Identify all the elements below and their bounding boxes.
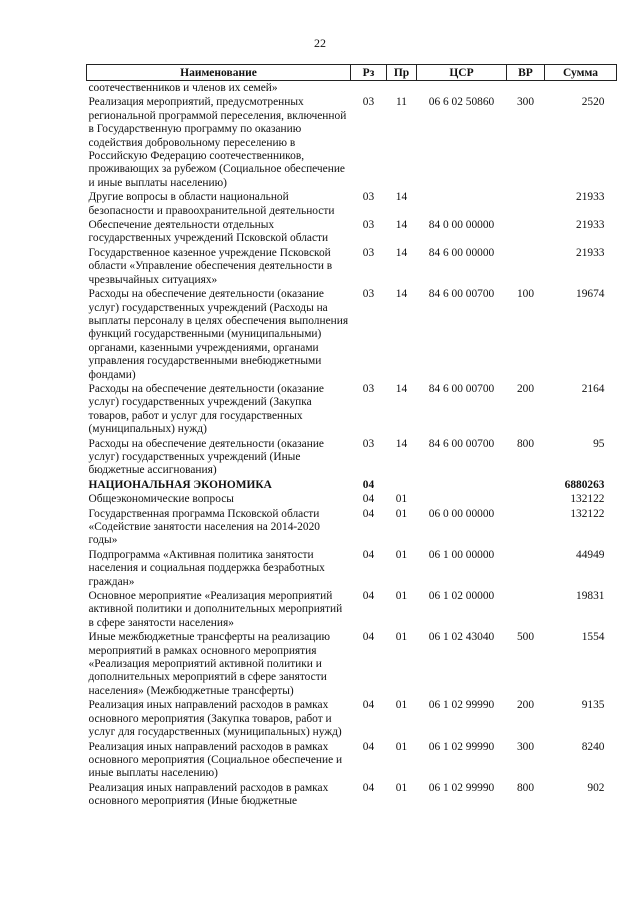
table-row xyxy=(87,81,617,96)
cell-sum: 19674 xyxy=(576,288,605,301)
cell-csr: 06 6 02 50860 xyxy=(428,96,495,109)
table-row xyxy=(87,781,617,809)
cell-rz: 04 xyxy=(362,590,375,603)
table-row xyxy=(87,507,617,548)
table-row xyxy=(87,218,617,246)
cell-rz: 03 xyxy=(362,219,375,232)
cell-csr: 06 1 02 99990 xyxy=(428,781,495,794)
cell-pr: 01 xyxy=(395,493,408,506)
cell-rz: 03 xyxy=(362,191,375,204)
cell-csr xyxy=(417,478,507,492)
header-rz: Рз xyxy=(351,65,387,81)
cell-sum: 21933 xyxy=(576,191,605,204)
cell-rz: 03 xyxy=(362,96,375,109)
cell-pr xyxy=(387,81,417,96)
cell-rz: 04 xyxy=(362,548,375,561)
header-sum: Сумма xyxy=(545,65,617,81)
cell-rz: 04 xyxy=(362,631,375,644)
cell-vr xyxy=(507,81,545,96)
cell-name: Государственная программа Псковской области «Содействие занятости населения на 2014-2020 годы» xyxy=(88,507,320,547)
table-row xyxy=(87,437,617,478)
cell-vr xyxy=(507,246,545,287)
cell-csr: 06 1 02 99990 xyxy=(428,740,495,753)
cell-pr: 01 xyxy=(395,631,408,644)
cell-vr xyxy=(507,190,545,218)
cell-pr: 01 xyxy=(395,590,408,603)
cell-name: Реализация иных направлений расходов в рамках основного мероприятия (Закупка товаров, работ и услуг для государственных (муниципальных) нужд) xyxy=(88,699,342,739)
cell-name: Основное мероприятие «Реализация мероприятий активной политики и дополнительных мероприятий в сфере занятости населения» xyxy=(88,590,343,629)
table-row xyxy=(87,478,617,492)
cell-vr: 300 xyxy=(516,96,535,109)
cell-rz xyxy=(351,81,387,96)
cell-pr: 11 xyxy=(396,96,407,109)
cell-csr: 84 6 00 00000 xyxy=(428,246,495,259)
cell-csr: 06 1 00 00000 xyxy=(428,548,495,561)
header-csr: ЦСР xyxy=(417,65,507,81)
table-row xyxy=(87,95,617,190)
cell-name: Обеспечение деятельности отдельных государственных учреждений Псковской области xyxy=(88,219,329,245)
cell-sum: 2520 xyxy=(581,96,605,109)
cell-name: Реализация иных направлений расходов в рамках основного мероприятия (Иные бюджетные xyxy=(88,781,329,808)
cell-rz: 03 xyxy=(362,382,375,395)
cell-rz: 03 xyxy=(362,437,375,450)
cell-sum: 6880263 xyxy=(564,478,605,491)
cell-csr: 84 6 00 00700 xyxy=(428,288,495,301)
cell-csr: 84 6 00 00700 xyxy=(428,382,495,395)
cell-vr: 300 xyxy=(516,740,535,753)
cell-sum: 21933 xyxy=(576,246,605,259)
table-row xyxy=(87,382,617,437)
cell-sum: 44949 xyxy=(576,548,605,561)
cell-rz: 04 xyxy=(362,781,375,794)
cell-vr xyxy=(507,507,545,548)
table-row xyxy=(87,589,617,630)
cell-csr xyxy=(417,81,507,96)
cell-sum: 9135 xyxy=(581,699,605,712)
cell-rz: 04 xyxy=(362,478,375,491)
header-vr: ВР xyxy=(507,65,545,81)
cell-name: соотечественников и членов их семей» xyxy=(88,82,278,94)
table-row xyxy=(87,630,617,698)
cell-rz: 04 xyxy=(362,699,375,712)
header-pr: Пр xyxy=(387,65,417,81)
budget-table xyxy=(86,64,617,809)
cell-name: Общеэкономические вопросы xyxy=(88,493,234,506)
cell-csr: 06 1 02 99990 xyxy=(428,699,495,712)
cell-csr: 84 0 00 00000 xyxy=(428,219,495,232)
cell-pr: 01 xyxy=(395,781,408,794)
cell-vr xyxy=(507,492,545,506)
cell-vr: 800 xyxy=(516,437,535,450)
cell-name: Реализация мероприятий, предусмотренных региональной программой переселения, включенной в Государственную программу по оказанию содействия добровольному переселению в Российскую Федерацию соотечественников, проживающих за рубежом (Социальное обеспечение и иные выплаты населению) xyxy=(88,96,347,189)
header-name: Наименование xyxy=(87,65,351,81)
cell-sum: 19831 xyxy=(576,590,605,603)
header-row xyxy=(87,65,617,81)
cell-sum: 2164 xyxy=(581,382,605,395)
table-row xyxy=(87,698,617,739)
cell-sum xyxy=(545,81,617,96)
cell-vr: 800 xyxy=(516,781,535,794)
cell-csr: 06 1 02 43040 xyxy=(428,631,495,644)
cell-name: Иные межбюджетные трансферты на реализацию мероприятий в рамках основного мероприятия «Реализация мероприятий активной политики и дополнительных мероприятий в сфере занятости населения» (Межбюджетные трансферты) xyxy=(88,631,330,697)
cell-vr: 200 xyxy=(516,699,535,712)
cell-pr: 14 xyxy=(395,191,408,204)
cell-pr: 01 xyxy=(395,548,408,561)
cell-pr: 01 xyxy=(395,507,408,520)
table-row xyxy=(87,740,617,781)
cell-rz: 04 xyxy=(362,740,375,753)
cell-pr: 14 xyxy=(395,246,408,259)
cell-vr: 100 xyxy=(516,288,535,301)
cell-rz: 04 xyxy=(362,493,375,506)
cell-pr xyxy=(387,478,417,492)
cell-sum: 132122 xyxy=(570,493,605,506)
cell-csr: 84 6 00 00700 xyxy=(428,437,495,450)
cell-vr: 500 xyxy=(516,631,535,644)
cell-vr: 200 xyxy=(516,382,535,395)
table-row xyxy=(87,246,617,287)
cell-name: НАЦИОНАЛЬНАЯ ЭКОНОМИКА xyxy=(88,478,272,491)
cell-vr xyxy=(507,589,545,630)
cell-vr xyxy=(507,478,545,492)
cell-pr: 14 xyxy=(395,219,408,232)
cell-name: Другие вопросы в области национальной безопасности и правоохранительной деятельности xyxy=(88,191,335,217)
cell-csr: 06 0 00 00000 xyxy=(428,507,495,520)
table-row xyxy=(87,548,617,589)
table-row xyxy=(87,190,617,218)
cell-name: Расходы на обеспечение деятельности (оказание услуг) государственных учреждений (Закупка товаров, работ и услуг для государственных (муниципальных) нужд) xyxy=(88,382,324,436)
cell-name: Государственное казенное учреждение Псковской области «Управление обеспечения деятельности в чрезвычайных ситуациях» xyxy=(88,246,333,286)
cell-csr xyxy=(417,190,507,218)
cell-rz: 03 xyxy=(362,246,375,259)
cell-sum: 1554 xyxy=(581,631,605,644)
cell-vr xyxy=(507,218,545,246)
cell-sum: 132122 xyxy=(570,507,605,520)
cell-pr: 14 xyxy=(395,382,408,395)
cell-vr xyxy=(507,548,545,589)
cell-csr: 06 1 02 00000 xyxy=(428,590,495,603)
cell-pr: 14 xyxy=(395,288,408,301)
cell-name: Реализация иных направлений расходов в рамках основного мероприятия (Социальное обеспечение и иные выплаты населению) xyxy=(88,740,343,780)
cell-pr: 14 xyxy=(395,437,408,450)
cell-name: Подпрограмма «Активная политика занятости населения и социальная поддержка безработных граждан» xyxy=(88,548,325,588)
page-number: 22 xyxy=(314,36,326,50)
cell-sum: 8240 xyxy=(581,740,605,753)
cell-sum: 21933 xyxy=(576,219,605,232)
table-row xyxy=(87,287,617,382)
cell-pr: 01 xyxy=(395,699,408,712)
table-row xyxy=(87,492,617,506)
cell-name: Расходы на обеспечение деятельности (оказание услуг) государственных учреждений (Расходы на выплаты персоналу в целях обеспечения выполнения функций государственными (муниципальными) органами, казенными учреждениями, органами управления государственными внебюджетными фондами) xyxy=(88,288,349,381)
cell-sum: 902 xyxy=(587,781,605,794)
cell-name: Расходы на обеспечение деятельности (оказание услуг) государственных учреждений (Иные бюджетные ассигнования) xyxy=(88,437,324,477)
cell-sum: 95 xyxy=(593,437,605,450)
cell-rz: 04 xyxy=(362,507,375,520)
cell-csr xyxy=(417,492,507,506)
cell-pr: 01 xyxy=(395,740,408,753)
cell-rz: 03 xyxy=(362,288,375,301)
